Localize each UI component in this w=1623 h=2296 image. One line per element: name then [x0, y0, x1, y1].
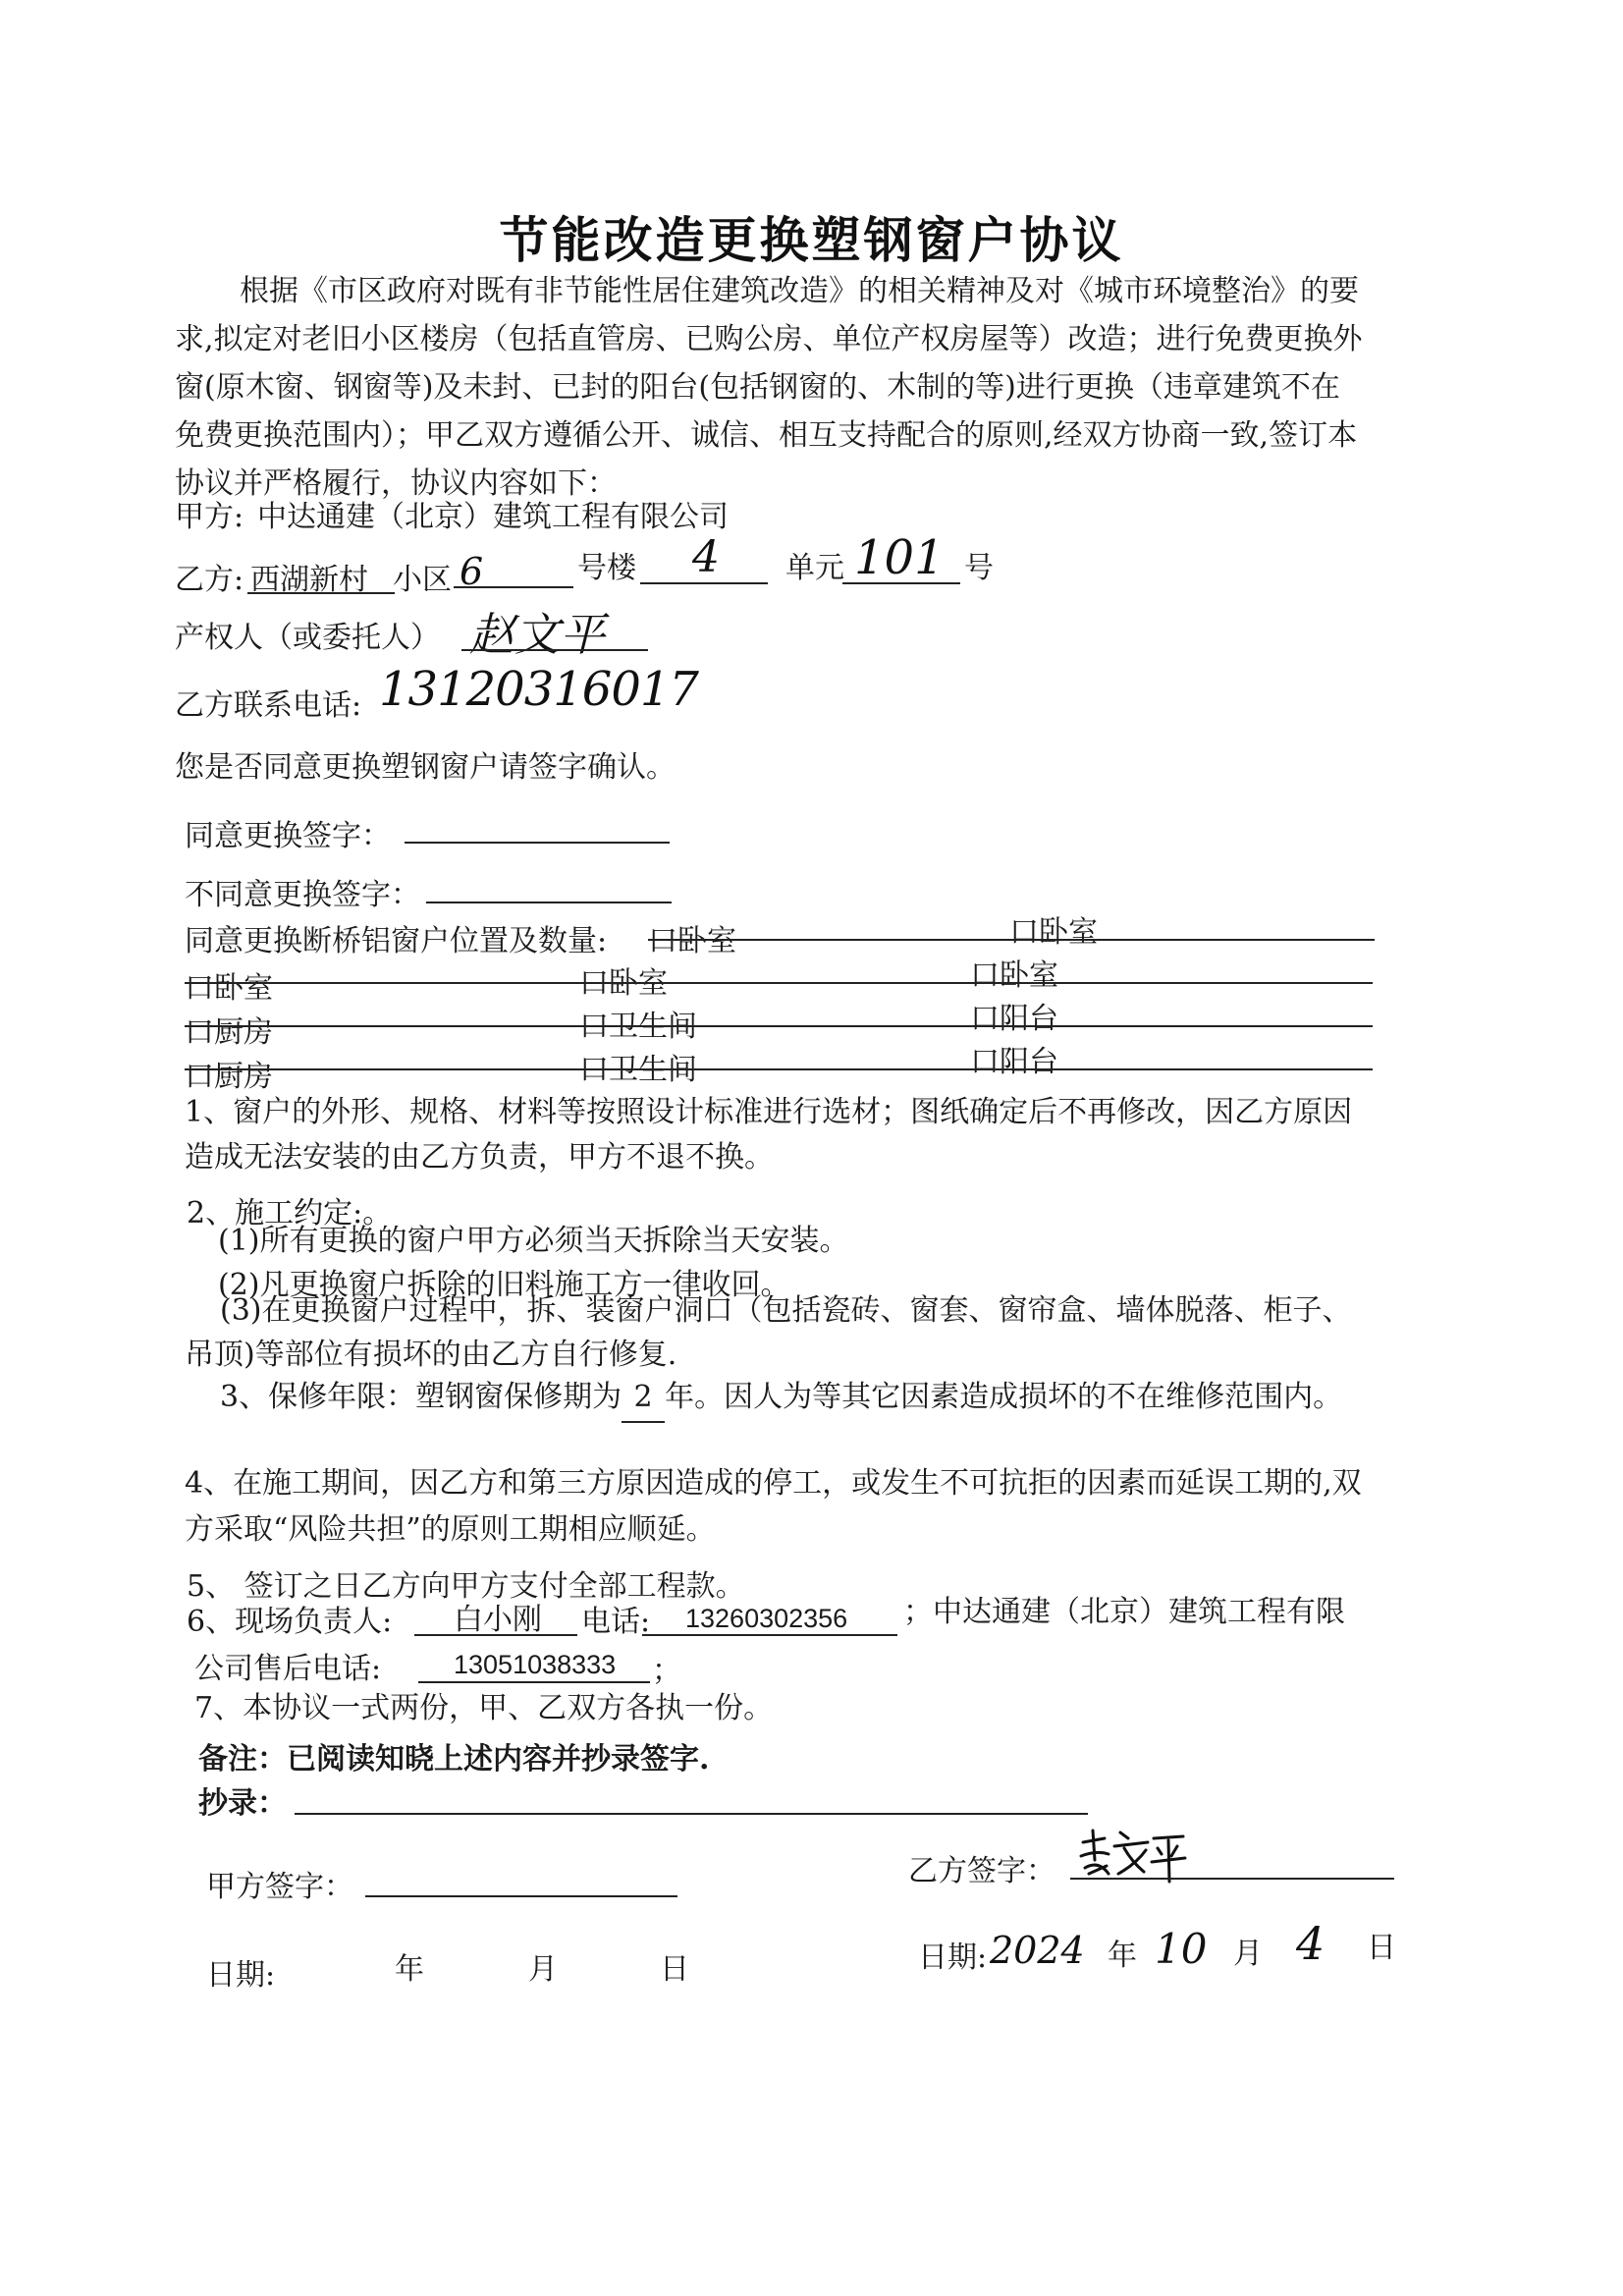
checkbox-bathroom[interactable]: 口卫生间 [579, 1010, 697, 1044]
clause-3-post: 年。因人为等其它因素造成损坏的不在维修范围内。 [665, 1380, 1343, 1414]
party-b-date-year: 年 [1108, 1939, 1137, 1973]
confirm-question: 您是否同意更换塑钢窗户请签字确认。 [175, 750, 676, 785]
service-phone-label: 公司售后电话: [194, 1652, 382, 1686]
checkbox-balcony[interactable]: 口阳台 [970, 1045, 1058, 1079]
site-manager-underline [414, 1634, 577, 1636]
service-phone-underline [418, 1681, 650, 1683]
clause-2: 2、施工约定:。 [187, 1196, 393, 1230]
clause-5: 5、 签订之日乙方向甲方支付全部工程款。 [187, 1569, 745, 1604]
checkbox-bathroom[interactable]: 口卫生间 [579, 1053, 697, 1087]
building-label: 号楼 [577, 551, 636, 585]
row-line [185, 1068, 1373, 1070]
area-underline [454, 586, 573, 588]
room-label: 号 [964, 551, 994, 585]
checkbox-kitchen[interactable]: 口厨房 [185, 1060, 273, 1094]
party-a-date-year: 年 [395, 1952, 424, 1987]
party-a-value: 中达通建（北京）建筑工程有限公司 [257, 500, 729, 534]
clause-2-2: (2)凡更换窗户拆除的旧料施工方一律收回。 [218, 1268, 790, 1302]
copy-line[interactable] [295, 1813, 1088, 1815]
remark: 备注：已阅读知晓上述内容并抄录签字. [198, 1742, 710, 1777]
clause-2-1: (1)所有更换的窗户甲方必须当天拆除当天安装。 [218, 1224, 849, 1258]
owner-signature: 赵文平 [469, 608, 605, 661]
agree-sign-label: 同意更换签字： [185, 819, 391, 853]
clause-7: 7、本协议一式两份，甲、乙双方各执一份。 [194, 1691, 774, 1725]
clause-2-3-text: (3)在更换窗户过程中，拆、装窗户洞口（包括瓷砖、窗套、窗帘盒、墙体脱落、柜子、吊顶)等部位有损坏的由乙方自行修复. [185, 1293, 1352, 1372]
clause-4: 4、在施工期间，因乙方和第三方原因造成的停工，或发生不可抗拒的因素而延误工期的,双方采取“风险共担”的原则工期相应顺延。 [185, 1466, 1362, 1547]
checkbox-bedroom[interactable]: 口卧室 [970, 958, 1058, 993]
building-underline [640, 582, 768, 584]
site-manager-phone-underline [642, 1634, 897, 1636]
row-line [648, 939, 1375, 941]
party-b-date-month: 月 [1233, 1937, 1263, 1971]
party-b-date-year-value: 2024 [990, 1929, 1085, 1972]
party-a-date-day: 日 [660, 1952, 689, 1987]
community-suffix: 小区 [393, 563, 452, 597]
party-a-date-label: 日期: [206, 1958, 276, 1993]
clause-1: 1、窗户的外形、规格、材料等按照设计标准进行选材；图纸确定后不再修改，因乙方原因造成无法安装的由乙方负责，甲方不退不换。 [185, 1095, 1353, 1175]
window-location-label: 同意更换断桥铝窗户位置及数量: [185, 924, 608, 958]
party-a-sign-label: 甲方签字： [206, 1870, 353, 1904]
party-b-date-day-value: 4 [1296, 1917, 1325, 1970]
party-b-sign-label: 乙方签字： [908, 1854, 1055, 1888]
warranty-years: 2 [622, 1373, 665, 1423]
clause-6-phone-label: 电话: [581, 1605, 651, 1639]
checkbox-bedroom[interactable]: 口卧室 [1009, 915, 1098, 950]
room-underline [842, 582, 960, 584]
area-number: 6 [460, 550, 484, 593]
party-a-date-month: 月 [528, 1952, 558, 1987]
service-phone: 13051038333 [454, 1650, 617, 1679]
site-manager-name: 白小刚 [454, 1603, 542, 1637]
checkbox-bedroom[interactable]: 口卧室 [579, 966, 668, 1001]
phone-value: 13120316017 [379, 662, 698, 717]
building-number: 4 [692, 532, 720, 582]
clause-3-pre: 3、保修年限：塑钢窗保修期为 [220, 1380, 622, 1414]
clause-6-company: ；中达通建（北京）建筑工程有限 [903, 1595, 1345, 1629]
party-a-label: 甲方: [175, 500, 244, 534]
site-manager-phone: 13260302356 [685, 1604, 848, 1633]
intro-text: 根据《市区政府对既有非节能性居住建筑改造》的相关精神及对《城市环境整治》的要求,拟定对老旧小区楼房（包括直管房、已购公房、单位产权房屋等）改造；进行免费更换外窗(原木窗、钢窗等)及未封、已封的阳台(包括钢窗的、木制的等)进行更换（违章建筑不在免费更换范围内）；甲乙双方遵循公开、诚信、相互支持配合的原则,经双方协商一致,签订本协议并严格履行，协议内容如下： [175, 274, 1363, 501]
disagree-sign-line[interactable] [426, 902, 672, 903]
party-b-date-day: 日 [1367, 1931, 1396, 1965]
copy-label: 抄录： [198, 1786, 287, 1821]
checkbox-bedroom[interactable]: 口卧室 [648, 924, 736, 958]
clause-6-end: ； [652, 1654, 681, 1688]
community-underline [247, 592, 395, 594]
party-b-label: 乙方: [175, 563, 244, 597]
clause-6-label: 6、现场负责人: [187, 1605, 393, 1639]
unit-label: 单元 [785, 551, 844, 585]
checkbox-kitchen[interactable]: 口厨房 [185, 1015, 273, 1050]
phone-label: 乙方联系电话: [175, 688, 362, 723]
community-name: 西湖新村 [250, 563, 368, 597]
row-line [185, 1025, 1373, 1027]
disagree-sign-label: 不同意更换签字： [185, 878, 420, 912]
checkbox-balcony[interactable]: 口阳台 [970, 1002, 1058, 1036]
party-b-signature [1075, 1825, 1188, 1884]
owner-label: 产权人（或委托人） [175, 621, 440, 655]
row-line [185, 982, 1373, 984]
owner-underline [461, 649, 648, 651]
party-b-sign-line[interactable] [1070, 1878, 1394, 1880]
room-number: 101 [854, 530, 945, 585]
party-b-date-month-value: 10 [1155, 1925, 1208, 1973]
clause-3 [185, 1373, 1378, 1423]
intro-paragraph [175, 267, 1363, 508]
party-a-sign-line[interactable] [365, 1895, 677, 1897]
party-b-date-label: 日期: [918, 1941, 988, 1975]
document-title: 节能改造更换塑钢窗户协议 [499, 212, 1124, 269]
checkbox-bedroom[interactable]: 口卧室 [185, 971, 273, 1006]
agree-sign-line[interactable] [405, 842, 670, 844]
clause-2-3 [185, 1288, 1378, 1377]
